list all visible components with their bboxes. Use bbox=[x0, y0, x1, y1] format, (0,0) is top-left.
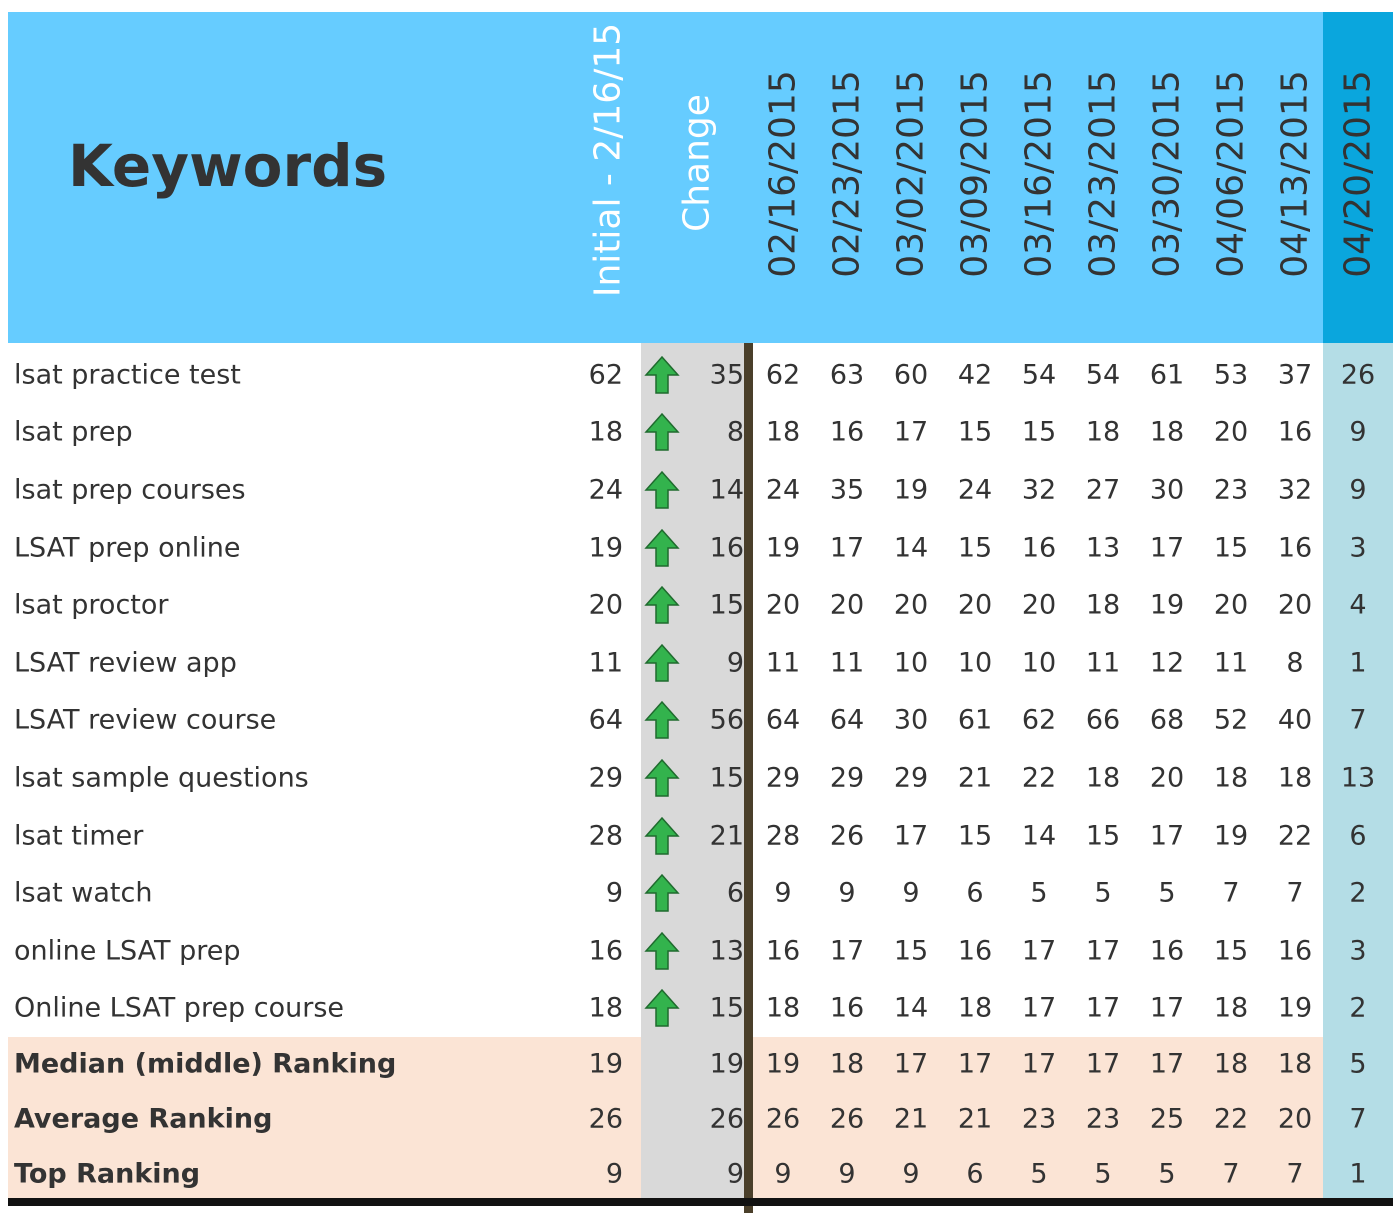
date-header: 03/30/2015 bbox=[1146, 70, 1188, 278]
change-cell: 9 bbox=[726, 1158, 744, 1189]
rank-cell: 18 bbox=[1085, 589, 1121, 620]
rank-cell: 66 bbox=[1085, 704, 1121, 735]
up-arrow-icon bbox=[644, 470, 680, 510]
rank-cell: 62 bbox=[1021, 704, 1057, 735]
rank-cell: 17 bbox=[829, 935, 865, 966]
rank-cell: 61 bbox=[1149, 359, 1185, 390]
rank-cell: 16 bbox=[957, 935, 993, 966]
date-header: 02/23/2015 bbox=[826, 70, 868, 278]
ranking-table bbox=[8, 12, 1393, 1213]
keyword-cell: Online LSAT prep course bbox=[14, 992, 345, 1023]
highlight-rank-cell: 7 bbox=[1349, 704, 1367, 735]
rank-cell: 15 bbox=[893, 935, 929, 966]
rank-cell: 18 bbox=[1213, 1048, 1249, 1079]
rank-cell: 5 bbox=[1094, 1158, 1112, 1189]
initial-header: Initial - 2/16/15 bbox=[587, 22, 629, 298]
change-cell: 26 bbox=[709, 1103, 744, 1134]
rank-cell: 7 bbox=[1222, 877, 1240, 908]
rank-cell: 68 bbox=[1149, 704, 1185, 735]
highlight-rank-cell: 3 bbox=[1349, 935, 1367, 966]
change-cell: 8 bbox=[726, 416, 744, 447]
keyword-cell: Average Ranking bbox=[14, 1103, 273, 1134]
rank-cell: 10 bbox=[957, 647, 993, 678]
highlight-rank-cell: 13 bbox=[1340, 762, 1376, 793]
initial-cell: 9 bbox=[605, 877, 623, 908]
rank-cell: 37 bbox=[1277, 359, 1313, 390]
rank-cell: 29 bbox=[893, 762, 929, 793]
rank-cell: 11 bbox=[1213, 647, 1249, 678]
change-header: Change bbox=[676, 94, 718, 232]
rank-cell: 18 bbox=[1085, 762, 1121, 793]
rank-cell: 27 bbox=[1085, 474, 1121, 505]
rank-cell: 17 bbox=[1021, 1048, 1057, 1079]
up-arrow-icon bbox=[644, 816, 680, 856]
rank-cell: 30 bbox=[1149, 474, 1185, 505]
rank-cell: 5 bbox=[1158, 877, 1176, 908]
keyword-cell: Top Ranking bbox=[14, 1158, 201, 1189]
rank-cell: 16 bbox=[765, 935, 801, 966]
highlight-rank-cell: 9 bbox=[1349, 474, 1367, 505]
table-row bbox=[8, 461, 1393, 518]
rank-cell: 17 bbox=[1149, 992, 1185, 1023]
rank-cell: 24 bbox=[957, 474, 993, 505]
up-arrow-icon bbox=[644, 700, 680, 740]
up-arrow-icon bbox=[644, 412, 680, 452]
change-cell: 13 bbox=[709, 935, 744, 966]
rank-cell: 15 bbox=[1213, 532, 1249, 563]
rank-cell: 10 bbox=[893, 647, 929, 678]
keyword-cell: LSAT prep online bbox=[14, 532, 241, 563]
rank-cell: 20 bbox=[1021, 589, 1057, 620]
rank-cell: 9 bbox=[774, 1158, 792, 1189]
highlight-rank-cell: 6 bbox=[1349, 820, 1367, 851]
rank-cell: 28 bbox=[765, 820, 801, 851]
rank-cell: 15 bbox=[1085, 820, 1121, 851]
rank-cell: 42 bbox=[957, 359, 993, 390]
rank-cell: 6 bbox=[966, 877, 984, 908]
highlight-rank-cell: 1 bbox=[1349, 1158, 1367, 1189]
rank-cell: 64 bbox=[765, 704, 801, 735]
table-row bbox=[8, 634, 1393, 691]
rank-cell: 9 bbox=[838, 877, 856, 908]
table-row bbox=[8, 864, 1393, 921]
rank-cell: 16 bbox=[1277, 935, 1313, 966]
rank-cell: 22 bbox=[1021, 762, 1057, 793]
date-header: 02/16/2015 bbox=[762, 70, 804, 278]
table-row bbox=[8, 691, 1393, 748]
change-cell: 56 bbox=[709, 704, 744, 735]
rank-cell: 11 bbox=[829, 647, 865, 678]
keyword-cell: lsat prep courses bbox=[14, 474, 246, 505]
rank-cell: 21 bbox=[957, 762, 993, 793]
initial-cell: 29 bbox=[588, 762, 623, 793]
change-cell: 16 bbox=[709, 532, 744, 563]
rank-cell: 16 bbox=[829, 992, 865, 1023]
rank-cell: 25 bbox=[1149, 1103, 1185, 1134]
rank-cell: 19 bbox=[765, 532, 801, 563]
change-cell: 15 bbox=[709, 762, 744, 793]
rank-cell: 26 bbox=[829, 820, 865, 851]
rank-cell: 24 bbox=[765, 474, 801, 505]
change-cell: 35 bbox=[709, 359, 744, 390]
rank-cell: 30 bbox=[893, 704, 929, 735]
date-header: 03/02/2015 bbox=[890, 70, 932, 278]
rank-cell: 64 bbox=[829, 704, 865, 735]
initial-cell: 9 bbox=[605, 1158, 623, 1189]
rank-cell: 17 bbox=[1149, 1048, 1185, 1079]
up-arrow-icon bbox=[644, 931, 680, 971]
table-row bbox=[8, 346, 1393, 403]
rank-cell: 15 bbox=[1021, 416, 1057, 447]
column-divider bbox=[744, 343, 753, 1213]
rank-cell: 20 bbox=[1277, 589, 1313, 620]
rank-cell: 26 bbox=[765, 1103, 801, 1134]
rank-cell: 23 bbox=[1213, 474, 1249, 505]
rank-cell: 15 bbox=[957, 416, 993, 447]
rank-cell: 21 bbox=[957, 1103, 993, 1134]
rank-cell: 29 bbox=[829, 762, 865, 793]
up-arrow-icon bbox=[644, 528, 680, 568]
change-cell: 15 bbox=[709, 992, 744, 1023]
rank-cell: 17 bbox=[1149, 820, 1185, 851]
rank-cell: 18 bbox=[1213, 762, 1249, 793]
rank-cell: 20 bbox=[1149, 762, 1185, 793]
rank-cell: 63 bbox=[829, 359, 865, 390]
highlight-rank-cell: 7 bbox=[1349, 1103, 1367, 1134]
rank-cell: 22 bbox=[1213, 1103, 1249, 1134]
date-header: 03/23/2015 bbox=[1082, 70, 1124, 278]
rank-cell: 17 bbox=[1085, 935, 1121, 966]
rank-cell: 18 bbox=[1085, 416, 1121, 447]
rank-cell: 16 bbox=[1021, 532, 1057, 563]
rank-cell: 29 bbox=[765, 762, 801, 793]
rank-cell: 18 bbox=[1149, 416, 1185, 447]
rank-cell: 23 bbox=[1085, 1103, 1121, 1134]
rank-cell: 16 bbox=[1277, 532, 1313, 563]
rank-cell: 15 bbox=[957, 820, 993, 851]
keyword-cell: lsat prep bbox=[14, 416, 133, 447]
up-arrow-icon bbox=[644, 355, 680, 395]
rank-cell: 20 bbox=[957, 589, 993, 620]
keyword-cell: lsat timer bbox=[14, 820, 144, 851]
table-row bbox=[8, 576, 1393, 633]
rank-cell: 9 bbox=[838, 1158, 856, 1189]
initial-cell: 19 bbox=[588, 1048, 623, 1079]
rank-cell: 17 bbox=[893, 820, 929, 851]
rank-cell: 18 bbox=[765, 992, 801, 1023]
rank-cell: 52 bbox=[1213, 704, 1249, 735]
rank-cell: 20 bbox=[765, 589, 801, 620]
rank-cell: 9 bbox=[774, 877, 792, 908]
rank-cell: 7 bbox=[1222, 1158, 1240, 1189]
table-row bbox=[8, 807, 1393, 864]
table-row bbox=[8, 979, 1393, 1036]
rank-cell: 19 bbox=[1277, 992, 1313, 1023]
change-cell: 14 bbox=[709, 474, 744, 505]
initial-cell: 16 bbox=[588, 935, 623, 966]
rank-cell: 40 bbox=[1277, 704, 1313, 735]
rank-cell: 20 bbox=[829, 589, 865, 620]
date-header: 03/16/2015 bbox=[1018, 70, 1060, 278]
highlight-rank-cell: 3 bbox=[1349, 532, 1367, 563]
highlight-rank-cell: 5 bbox=[1349, 1048, 1367, 1079]
rank-cell: 16 bbox=[1149, 935, 1185, 966]
table-bottom-border bbox=[8, 1198, 1393, 1206]
highlight-rank-cell: 1 bbox=[1349, 647, 1367, 678]
rank-cell: 53 bbox=[1213, 359, 1249, 390]
rank-cell: 20 bbox=[1213, 416, 1249, 447]
change-cell: 19 bbox=[709, 1048, 744, 1079]
rank-cell: 17 bbox=[1021, 992, 1057, 1023]
rank-cell: 18 bbox=[1277, 762, 1313, 793]
rank-cell: 17 bbox=[893, 416, 929, 447]
rank-cell: 17 bbox=[1085, 1048, 1121, 1079]
rank-cell: 14 bbox=[893, 532, 929, 563]
highlight-rank-cell: 9 bbox=[1349, 416, 1367, 447]
rank-cell: 61 bbox=[957, 704, 993, 735]
change-cell: 6 bbox=[726, 877, 744, 908]
table-row bbox=[8, 519, 1393, 576]
rank-cell: 19 bbox=[765, 1048, 801, 1079]
change-cell: 9 bbox=[726, 647, 744, 678]
rank-cell: 35 bbox=[829, 474, 865, 505]
up-arrow-icon bbox=[644, 988, 680, 1028]
up-arrow-icon bbox=[644, 873, 680, 913]
keyword-cell: LSAT review course bbox=[14, 704, 277, 735]
rank-cell: 17 bbox=[1021, 935, 1057, 966]
rank-cell: 7 bbox=[1286, 1158, 1304, 1189]
date-header: 04/20/2015 bbox=[1337, 70, 1379, 278]
date-header: 04/06/2015 bbox=[1210, 70, 1252, 278]
rank-cell: 13 bbox=[1085, 532, 1121, 563]
keyword-cell: lsat practice test bbox=[14, 359, 241, 390]
date-header: 04/13/2015 bbox=[1274, 70, 1316, 278]
rank-cell: 7 bbox=[1286, 877, 1304, 908]
rank-cell: 18 bbox=[1213, 992, 1249, 1023]
rank-cell: 8 bbox=[1286, 647, 1304, 678]
summary-row bbox=[8, 1090, 1393, 1147]
keywords-header: Keywords bbox=[68, 132, 388, 200]
initial-cell: 24 bbox=[588, 474, 623, 505]
rank-cell: 17 bbox=[893, 1048, 929, 1079]
rank-cell: 23 bbox=[1021, 1103, 1057, 1134]
keyword-cell: LSAT review app bbox=[14, 647, 237, 678]
initial-cell: 28 bbox=[588, 820, 623, 851]
keyword-cell: lsat sample questions bbox=[14, 762, 309, 793]
rank-cell: 10 bbox=[1021, 647, 1057, 678]
rank-cell: 17 bbox=[1149, 532, 1185, 563]
table-row bbox=[8, 403, 1393, 460]
rank-cell: 19 bbox=[1149, 589, 1185, 620]
highlight-rank-cell: 2 bbox=[1349, 877, 1367, 908]
rank-cell: 18 bbox=[957, 992, 993, 1023]
initial-cell: 19 bbox=[588, 532, 623, 563]
rank-cell: 9 bbox=[902, 1158, 920, 1189]
rank-cell: 32 bbox=[1277, 474, 1313, 505]
rank-cell: 54 bbox=[1021, 359, 1057, 390]
rank-cell: 15 bbox=[957, 532, 993, 563]
rank-cell: 11 bbox=[765, 647, 801, 678]
date-header: 03/09/2015 bbox=[954, 70, 996, 278]
change-cell: 21 bbox=[709, 820, 744, 851]
rank-cell: 5 bbox=[1030, 1158, 1048, 1189]
up-arrow-icon bbox=[644, 758, 680, 798]
highlight-rank-cell: 26 bbox=[1340, 359, 1376, 390]
rank-cell: 22 bbox=[1277, 820, 1313, 851]
initial-cell: 18 bbox=[588, 992, 623, 1023]
change-cell: 15 bbox=[709, 589, 744, 620]
up-arrow-icon bbox=[644, 585, 680, 625]
rank-cell: 18 bbox=[1277, 1048, 1313, 1079]
rank-cell: 26 bbox=[829, 1103, 865, 1134]
rank-cell: 20 bbox=[893, 589, 929, 620]
rank-cell: 19 bbox=[1213, 820, 1249, 851]
rank-cell: 16 bbox=[829, 416, 865, 447]
rank-cell: 20 bbox=[1277, 1103, 1313, 1134]
rank-cell: 11 bbox=[1085, 647, 1121, 678]
rank-cell: 62 bbox=[765, 359, 801, 390]
rank-cell: 14 bbox=[893, 992, 929, 1023]
summary-row bbox=[8, 1145, 1393, 1202]
rank-cell: 17 bbox=[1085, 992, 1121, 1023]
initial-cell: 64 bbox=[588, 704, 623, 735]
rank-cell: 18 bbox=[829, 1048, 865, 1079]
initial-cell: 11 bbox=[588, 647, 623, 678]
keyword-cell: lsat proctor bbox=[14, 589, 169, 620]
rank-cell: 5 bbox=[1030, 877, 1048, 908]
rank-cell: 14 bbox=[1021, 820, 1057, 851]
rank-cell: 60 bbox=[893, 359, 929, 390]
up-arrow-icon bbox=[644, 643, 680, 683]
highlight-rank-cell: 4 bbox=[1349, 589, 1367, 620]
highlight-rank-cell: 2 bbox=[1349, 992, 1367, 1023]
keyword-cell: Median (middle) Ranking bbox=[14, 1048, 397, 1079]
rank-cell: 5 bbox=[1158, 1158, 1176, 1189]
rank-cell: 20 bbox=[1213, 589, 1249, 620]
rank-cell: 6 bbox=[966, 1158, 984, 1189]
rank-cell: 17 bbox=[957, 1048, 993, 1079]
rank-cell: 15 bbox=[1213, 935, 1249, 966]
summary-row bbox=[8, 1035, 1393, 1092]
initial-cell: 18 bbox=[588, 416, 623, 447]
rank-cell: 16 bbox=[1277, 416, 1313, 447]
rank-cell: 32 bbox=[1021, 474, 1057, 505]
rank-cell: 54 bbox=[1085, 359, 1121, 390]
rank-cell: 17 bbox=[829, 532, 865, 563]
rank-cell: 9 bbox=[902, 877, 920, 908]
initial-cell: 26 bbox=[588, 1103, 623, 1134]
keyword-cell: lsat watch bbox=[14, 877, 153, 908]
rank-cell: 19 bbox=[893, 474, 929, 505]
rank-cell: 12 bbox=[1149, 647, 1185, 678]
rank-cell: 18 bbox=[765, 416, 801, 447]
table-row bbox=[8, 749, 1393, 806]
table-row bbox=[8, 922, 1393, 979]
keyword-cell: online LSAT prep bbox=[14, 935, 241, 966]
initial-cell: 20 bbox=[588, 589, 623, 620]
rank-cell: 21 bbox=[893, 1103, 929, 1134]
rank-cell: 5 bbox=[1094, 877, 1112, 908]
initial-cell: 62 bbox=[588, 359, 623, 390]
